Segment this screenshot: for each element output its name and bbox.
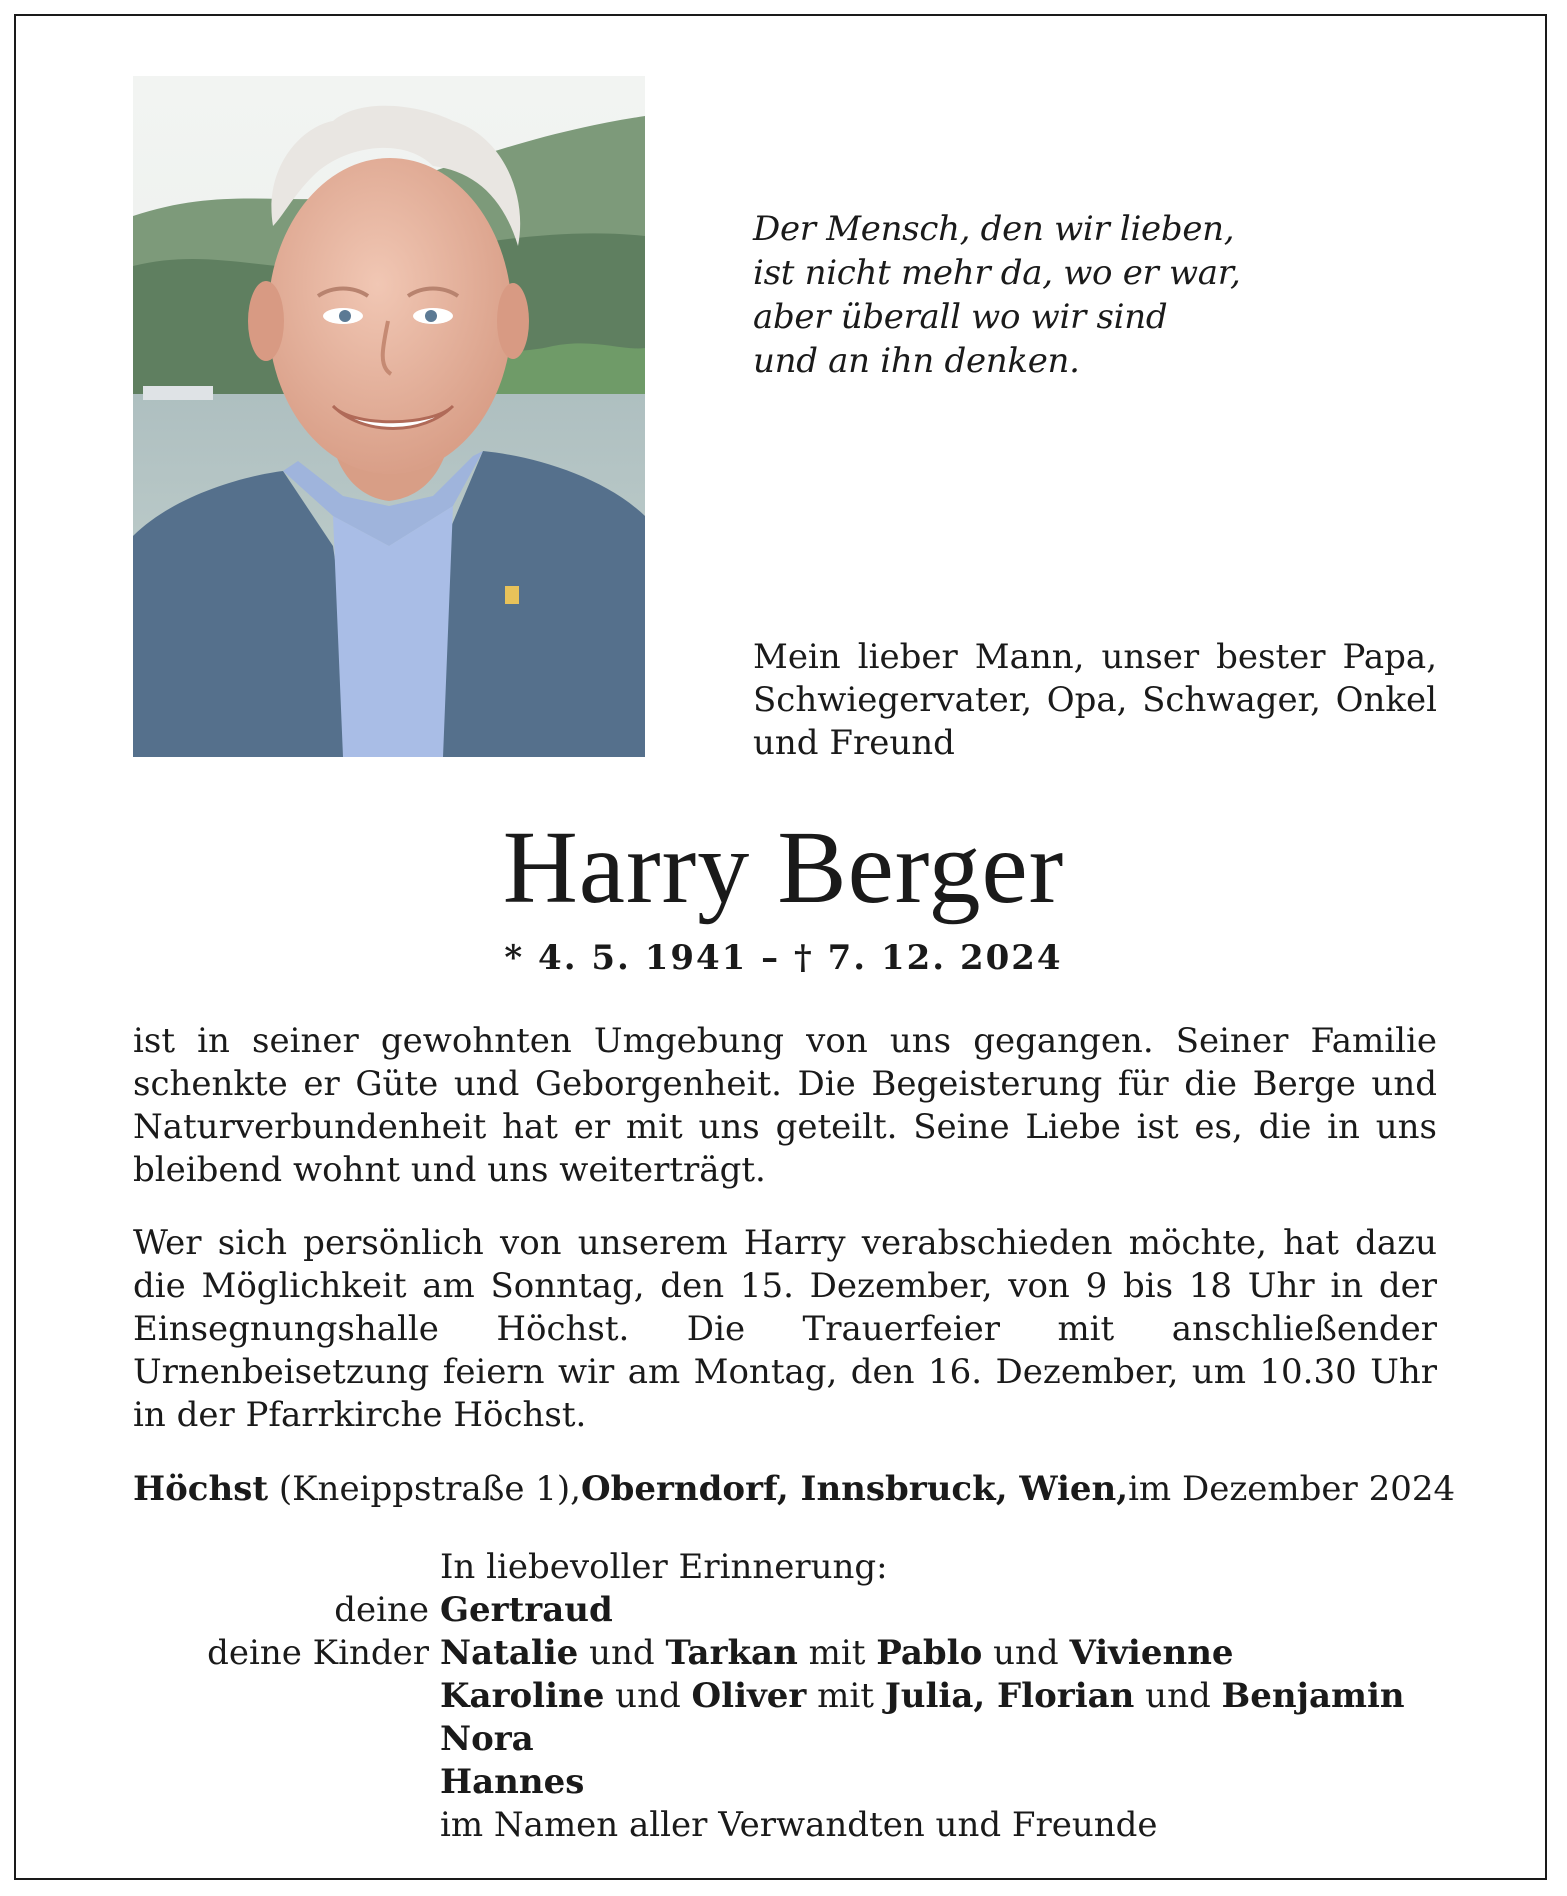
closing-line: im Namen aller Verwandten und Freunde [440,1805,1158,1845]
other-places: Oberndorf, Innsbruck, Wien, [580,1469,1129,1509]
signature-row-children-4 [133,1761,1437,1804]
quote-line: und an ihn denken. [753,341,1080,381]
grandchild-names: Julia, Florian [884,1676,1135,1716]
signature-row-children-2 [133,1675,1437,1718]
wife-label: deine [334,1590,429,1630]
intro-text: Mein lieber Mann, unser bester Papa, Schwiegervater, Opa, Schwager, Onkel und Freund [753,637,1437,763]
signature-block [133,1546,1437,1847]
wife-name: Gertraud [440,1590,613,1630]
memorial-quote [753,207,1373,383]
grandchild-name: Vivienne [1069,1633,1234,1673]
connector: und [1145,1676,1211,1716]
funeral-details-paragraph: Wer sich persönlich von unserem Harry verabschieden möchte, hat dazu die Möglichkeit am Sonntag, den 15. Dezember, von 9 bis 18 Uhr in der Einsegnungshalle Höchst. Die Trauerfeier mit anschließender Urnenbeisetzung feiern wir am Montag, den 16. Dezember, um 10.30 Uhr in der Pfarrkirche Höchst. [133,1223,1437,1435]
partner-name: Tarkan [665,1633,798,1673]
places-and-date-line [133,1468,1456,1511]
connector: und [993,1633,1059,1673]
grandchild-name: Benjamin [1221,1676,1405,1716]
place-address: (Kneippstraße 1), [278,1469,581,1509]
deceased-name: Harry Berger [502,810,1065,925]
portrait-photo [133,76,645,757]
signature-heading: In liebevoller Erinnerung: [440,1547,888,1587]
quote-line: Der Mensch, den wir lieben, [753,209,1235,249]
child-name: Natalie [440,1633,579,1673]
children-label: deine Kinder [207,1633,429,1673]
quote-line: aber überall wo wir sind [753,297,1168,337]
obituary-paragraph: ist in seiner gewohnten Umgebung von uns gegangen. Seiner Familie schenkte er Güte und Geborgenheit. Die Begeisterung für die Berge und Naturverbundenheit hat er mit uns geteilt. Seine Liebe ist es, die in uns bleibend wohnt und uns weiterträgt. [133,1021,1437,1190]
connector: und [589,1633,655,1673]
child-name: Nora [440,1719,534,1759]
life-dates: * 4. 5. 1941 – † 7. 12. 2024 [504,938,1063,978]
child-name: Karoline [440,1676,605,1716]
quote-line: ist nicht mehr da, wo er war, [753,253,1241,293]
connector: mit [817,1676,874,1716]
signature-row-wife [133,1589,1437,1632]
signature-row-children-1 [133,1632,1437,1675]
signature-row-children-3 [133,1718,1437,1761]
grandchild-name: Pablo [876,1633,983,1673]
places-group [133,1468,581,1511]
partner-name: Oliver [691,1676,807,1716]
place-hoechst: Höchst [133,1469,269,1509]
notice-date: im Dezember 2024 [1128,1469,1456,1509]
signature-row-closing [133,1804,1437,1847]
connector: mit [808,1633,866,1673]
connector: und [615,1676,681,1716]
child-name: Hannes [440,1762,585,1802]
